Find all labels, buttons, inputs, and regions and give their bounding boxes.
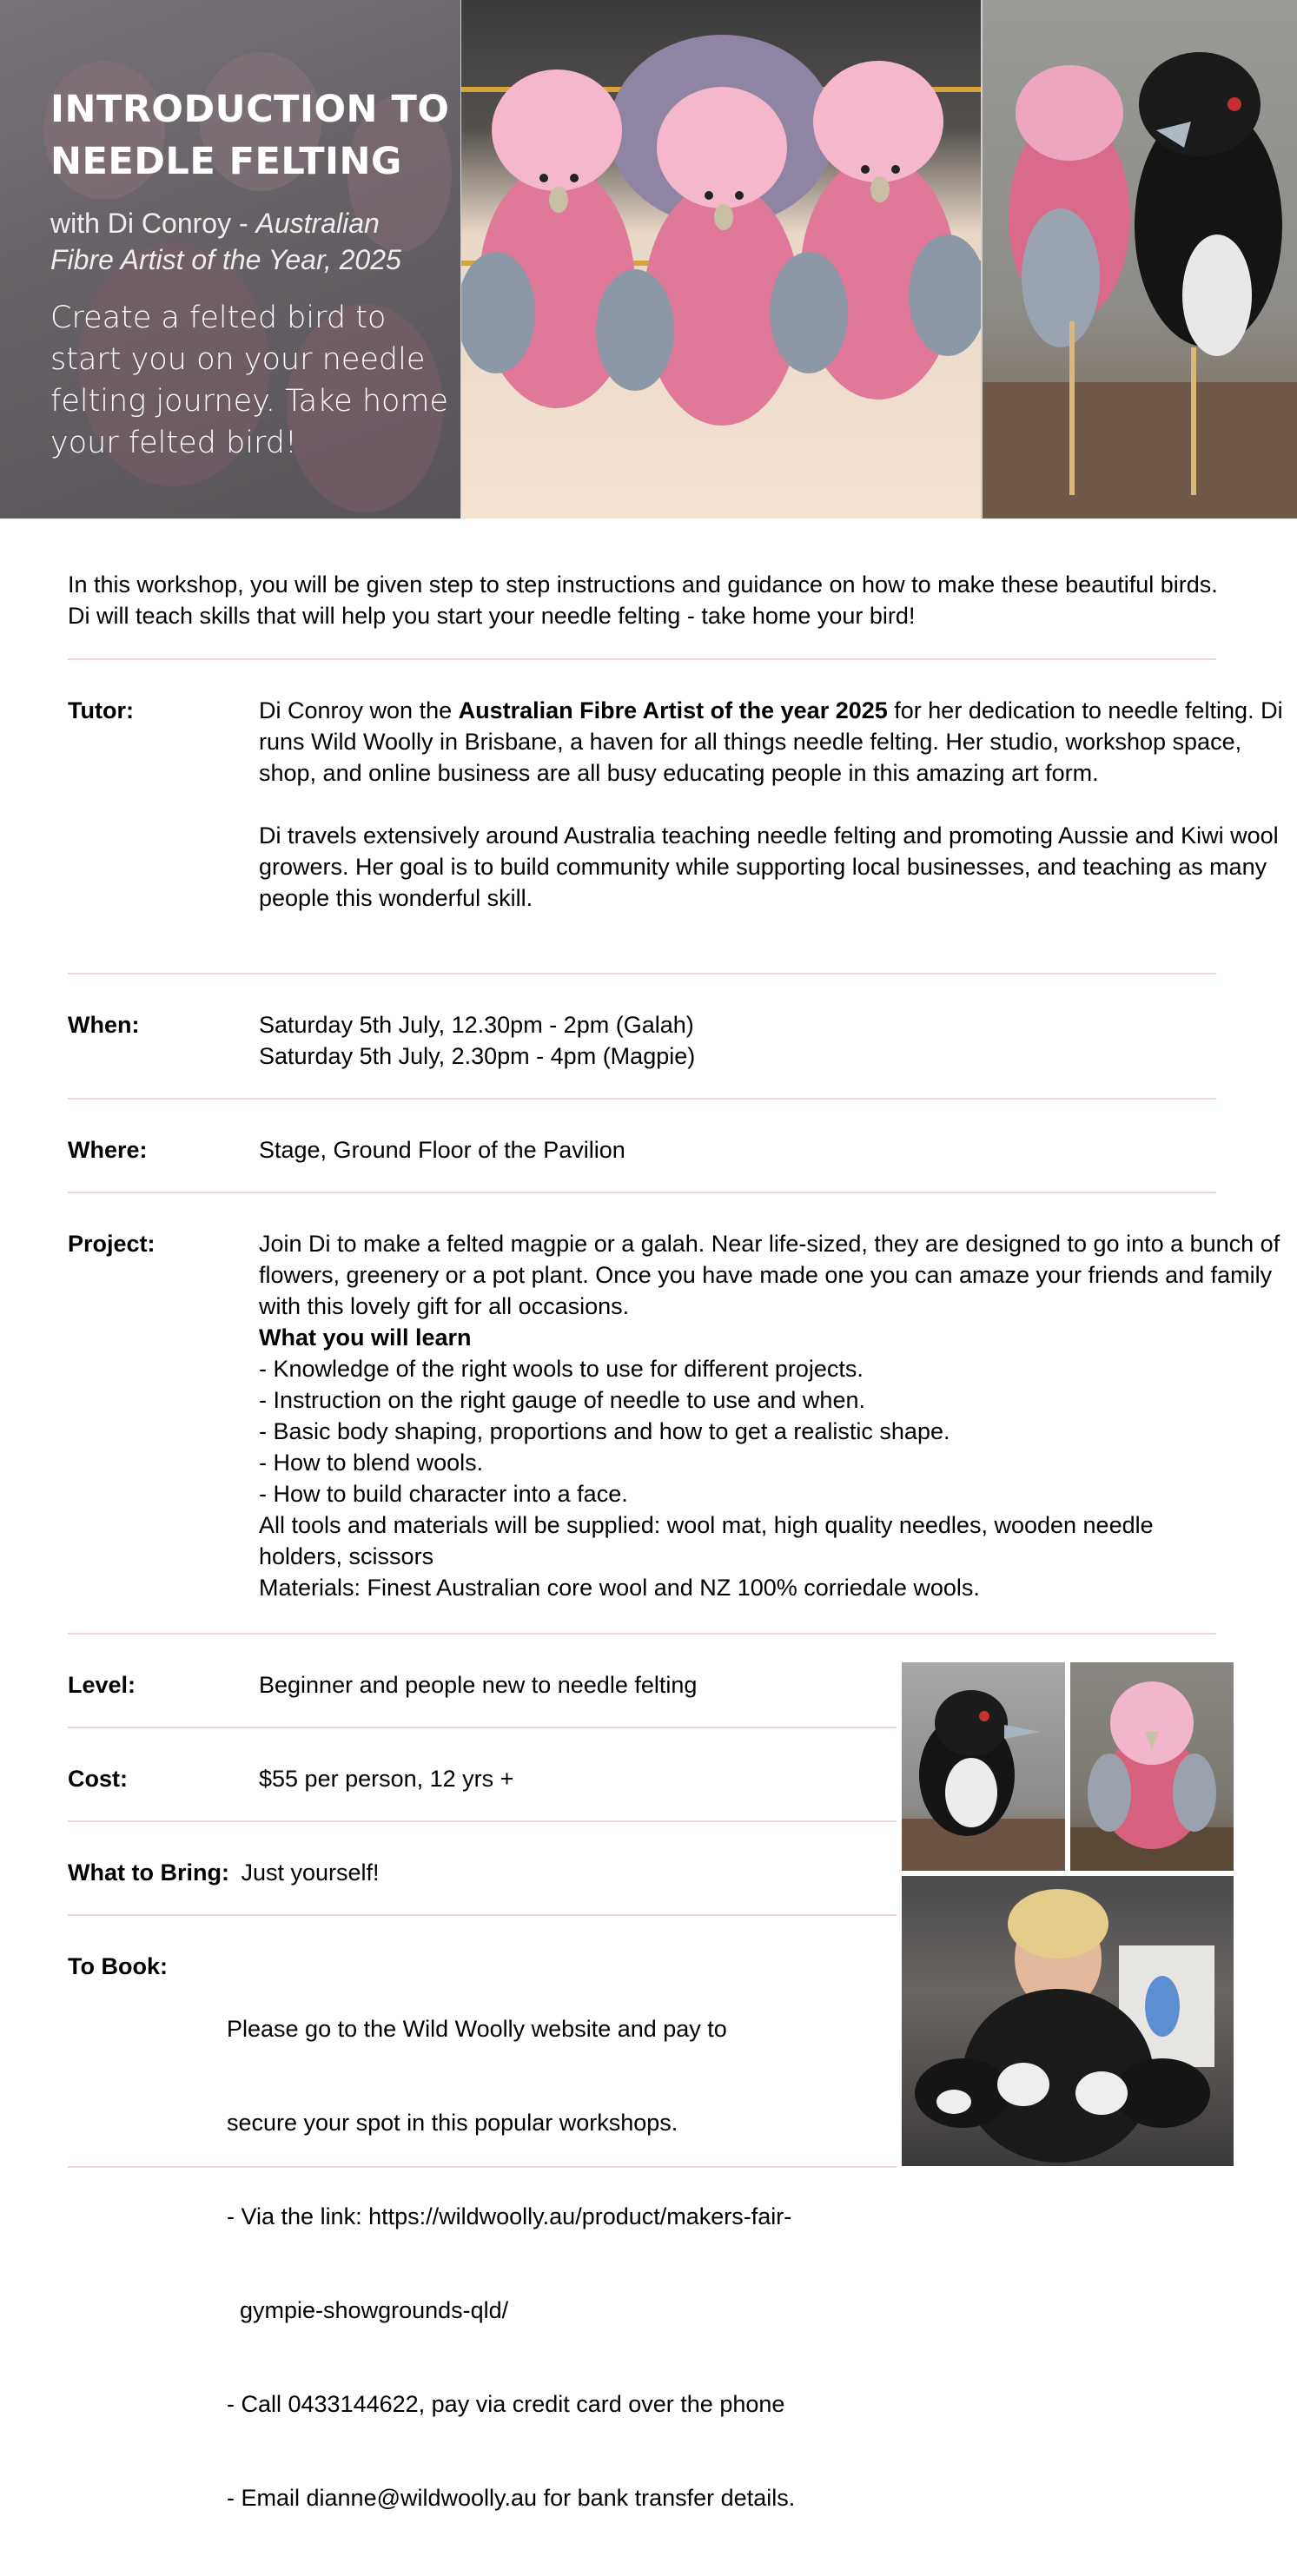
page-title: INTRODUCTION TO NEEDLE FELTING	[50, 88, 450, 183]
divider	[68, 1192, 1216, 1193]
materials-text: Materials: Finest Australian core wool and NZ 100% corriedale wools.	[259, 1575, 980, 1601]
project-label: Project:	[68, 1231, 156, 1257]
hero-photo-galah-birds	[461, 0, 981, 519]
tutor-text: for her dedication to needle felting. Di runs Wild Woolly in Brisbane, a haven for all things needle felting. Her studio, workshop space, shop, and online business are all busy educating people in this amazing art form.	[259, 697, 1283, 786]
where-section	[68, 1134, 1232, 1169]
learn-item: - Knowledge of the right wools to use for different projects.	[259, 1356, 864, 1382]
book-line: Please go to the Wild Woolly website and pay to	[227, 2016, 727, 2042]
divider	[68, 1727, 897, 1728]
bring-section	[68, 1857, 884, 1892]
book-label: To Book:	[68, 1953, 168, 1979]
where-value: Stage, Ground Floor of the Pavilion	[259, 1137, 625, 1163]
book-phone: - Call 0433144622, pay via credit card over the phone	[227, 2391, 785, 2417]
learn-heading-text: What you will learn	[259, 1324, 472, 1351]
hero-lead: Create a felted bird to start you on your needle felting journey. Take home your felted bird!	[50, 301, 449, 460]
when-label: When:	[68, 1012, 140, 1038]
book-line: secure your spot in this popular workshops.	[227, 2110, 678, 2136]
tutor-section	[68, 695, 1283, 955]
learn-item: - How to blend wools.	[259, 1450, 484, 1476]
level-value: Beginner and people new to needle felting	[259, 1672, 698, 1698]
divider	[68, 1098, 1216, 1100]
photo-felted-magpie	[902, 1662, 1065, 1871]
hero-subtitle-prefix: with Di Conroy -	[50, 208, 256, 239]
when-section	[68, 1009, 1232, 1079]
when-session-1: Saturday 5th July, 12.30pm - 2pm (Galah)	[259, 1012, 694, 1038]
tutor-text: Di Conroy won the	[259, 697, 459, 723]
divider	[68, 1820, 897, 1822]
book-email: - Email dianne@wildwoolly.au for bank transfer details.	[227, 2485, 796, 2511]
photo-felted-galah	[1070, 1662, 1234, 1871]
divider	[68, 658, 1216, 660]
tools-text: All tools and materials will be supplied: wool mat, high quality needles, wooden needle holders, scissors	[259, 1512, 1154, 1569]
when-session-2: Saturday 5th July, 2.30pm - 4pm (Magpie)	[259, 1043, 696, 1069]
tutor-value	[259, 695, 1297, 914]
book-link[interactable]: - Via the link: https://wildwoolly.au/product/makers-fair-	[227, 2203, 792, 2229]
cost-label: Cost:	[68, 1766, 128, 1792]
learn-item: - How to build character into a face.	[259, 1481, 628, 1507]
project-section	[68, 1228, 1280, 1610]
hero-photo-galah-and-magpie	[983, 0, 1297, 519]
tutor-paragraph-2: Di travels extensively around Australia teaching needle felting and promoting Aussie and Kiwi wool growers. Her goal is to build community while supporting local businesses, and teaching as many people this wonderful skill.	[259, 822, 1279, 911]
divider	[68, 973, 1216, 974]
book-section	[68, 1951, 884, 2511]
where-label: Where:	[68, 1137, 148, 1163]
level-label: Level:	[68, 1672, 136, 1698]
book-value	[227, 1951, 887, 2576]
intro-paragraph: In this workshop, you will be given step to step instructions and guidance on how to make these beautiful birds. Di will teach skills that will help you start your needle felting - take home your bird!	[68, 571, 1218, 629]
cost-value: $55 per person, 12 yrs +	[259, 1766, 514, 1792]
learn-item: - Instruction on the right gauge of needle to use and when.	[259, 1387, 865, 1413]
cost-section	[68, 1763, 884, 1798]
level-section	[68, 1669, 884, 1704]
learn-item: - Basic body shaping, proportions and how to get a realistic shape.	[259, 1418, 950, 1444]
bring-value: Just yourself!	[241, 1859, 380, 1886]
divider	[68, 2166, 897, 2168]
tutor-paragraph-1	[259, 695, 1297, 789]
hero-text-block	[50, 83, 450, 464]
project-value	[259, 1228, 1297, 1603]
project-intro: Join Di to make a felted magpie or a galah. Near life-sized, they are designed to go into a bunch of flowers, greenery or a pot plant. Once you have made one you can amaze your friends and family with this lovely gift for all occasions.	[259, 1231, 1280, 1319]
bring-label: What to Bring:	[68, 1859, 229, 1886]
hero-banner	[0, 0, 1297, 519]
book-link[interactable]: gympie-showgrounds-qld/	[227, 2297, 509, 2323]
hero-subtitle-award: Australian Fibre Artist of the Year, 2025	[50, 208, 401, 275]
photo-tutor-with-magpies	[902, 1876, 1234, 2166]
tutor-award: Australian Fibre Artist of the year 2025	[458, 697, 888, 723]
hero-subtitle	[50, 205, 450, 278]
tutor-label: Tutor:	[68, 697, 134, 723]
learn-heading	[259, 1322, 1297, 1353]
when-value	[259, 1009, 1297, 1072]
divider	[68, 1914, 897, 1916]
divider	[68, 1633, 1216, 1635]
